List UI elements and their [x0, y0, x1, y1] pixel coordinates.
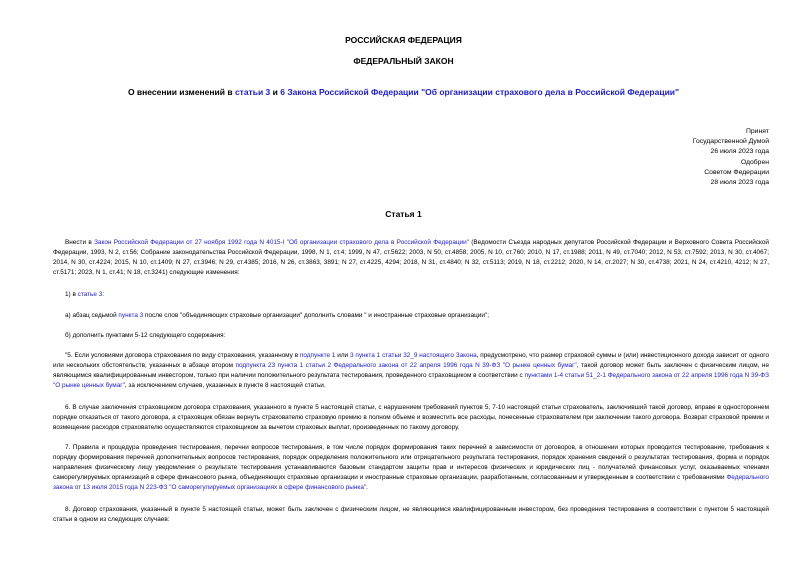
law-title	[0, 87, 807, 97]
acceptance-line: Принят	[745, 128, 769, 135]
federation-heading: РОССИЙСКАЯ ФЕДЕРАЦИЯ	[345, 35, 462, 45]
acceptance-line: 28 июля 2023 года	[710, 179, 769, 187]
paragraph-point-5: "5. Если условиями договора страхования по виду страхования, указанному в подпункте 1 или 3 пункта 1 статьи 32_9 настоящего Закона, предусмотрено, что размер страховой суммы и (или) инвестиционного дохода зависит от одного или нескольких обстоятельств, указанных в абзаце втором подпункта 23 пункта 1 статьи 2 Федерального закона от 22 апреля 1996 года N 39-ФЗ "О рынке ценных бумаг", такой договор может быть заключен с физическим лицом, не являющимся квалифицированным инвестором, только при наличии положительного результата тестирования, проведенного страховщиком в соответствии с пунктами 1-4 статьи 51_2-1 Федерального закона от 22 апреля 1996 года N 39-ФЗ "О рынке ценных бумаг", за исключением случаев, указанных в пункте 8 настоящей статьи.	[53, 352, 770, 389]
paragraph-item-b: б) дополнить пунктами 5-12 следующего содержания:	[65, 332, 226, 339]
acceptance-line: 26 июля 2023 года	[710, 148, 769, 156]
acceptance-line: Советом Федерации	[704, 168, 769, 176]
link-subclause-23[interactable]: подпункта 23 пункта 1 статьи 2 Федерального закона от 22 апреля 1996 года N 39-ФЗ "О рынке ценных бумаг"	[235, 361, 577, 369]
paragraph-item-1: 1) в статье 3:	[65, 291, 105, 298]
link-article-3[interactable]: статьи 3	[234, 87, 271, 97]
acceptance-line: Одобрен	[740, 158, 769, 166]
acceptance-line: Государственной Думой	[692, 138, 769, 146]
paragraph-point-8: 8. Договор страхования, указанный в пункте 5 настоящей статьи, может быть заключен с физическим лицом, не являющимся квалифицированным инвестором, без проведения тестирования в соответствии с пунктом 5 настоящей статьи в одном из следующих случаев:	[53, 506, 769, 523]
paragraph-item-a: а) абзац седьмой пункта 3 после слов "объединяющих страховые организации" дополнить словами " и иностранные страховые организации";	[65, 312, 489, 319]
link-insurance-law[interactable]: Закона Российской Федерации "Об организации страхового дела в Российской Федерации"	[287, 87, 680, 97]
article-title: Статья 1	[385, 209, 422, 219]
law-title-prefix: О внесении изменений в	[127, 87, 235, 97]
link-article-51-2-1[interactable]: пунктами 1-4 статьи 51_2-1 Федерального закона от 22 апреля 1996 года N 39-ФЗ "О рынке ценных бумаг"	[53, 371, 770, 389]
paragraph-point-6: 6. В случае заключения страховщиком договора страхования, указанного в пункте 5 настоящей статьи, с нарушением требований пунктов 5, 7-10 настоящей статьи страхователь, заключивший такой договор, вправе в одностороннем порядке отказаться от такого договора, а страховщик обязан вернуть страхователю страховую премию в полном объеме и возместить все расходы, понесенные страхователем при заключении такого договора. Возврат страховой премии и возмещение расходов страхователю осуществляются страховщиком за вычетом страховых выплат, произведенных по такому договору.	[53, 404, 769, 431]
link-article-32-9[interactable]: 3 пункта 1 статьи 32_9 настоящего Закона	[349, 352, 477, 359]
link-subclause-1[interactable]: подпункте 1	[299, 352, 336, 359]
paragraph-point-7: 7. Правила и процедура проведения тестирования, перечни вопросов тестирования, в том числе порядок формирования таких перечней в зависимости от договоров, в отношении которых проводится тестирование, требования к порядку формирования перечней дополнительных вопросов тестирования, порядок определения положительного или отрицательного результата тестирования, порядок хранения сведений о результатах тестирования, форма и порядок направления физическому лицу уведомления о результате тестирования устанавливаются базовым стандартом защиты прав и интересов физических и юридических лиц - получателей финансовых услуг, оказываемых членами саморегулируемых организаций в сфере финансового рынка, объединяющих страховые организации и иностранные страховые организации, разработанным, согласованным и утвержденным в соответствии с требованиями Федерального закона от 13 июля 2015 года N 223-ФЗ "О саморегулируемых организациях в сфере финансового рынка".	[53, 444, 769, 491]
paragraph-intro: Внести в Закон Российской Федерации от 27 ноября 1992 года N 4015-I "Об организации страхового дела в Российской Федерации" (Ведомости Съезда народных депутатов Российской Федерации и Верховного Совета Российской Федерации, 1993, N 2, ст.56; Собрание законодательства Российской Федерации, 1998, N 1, ст.4; 1999, N 47, ст.5622; 2003, N 50, ст.4858; 2005, N 10, ст.760; 2010, N 17, ст.1988; 2011, N 49, ст.7040; 2012, N 53, ст.7592; 2013, N 30, ст.4067; 2014, N 30, ст.4224; 2015, N 10, ст.1409; N 27, ст.3946; N 29, ст.4385; 2016, N 26, ст.3863, 3891; N 27, ст.4225, 4294; 2018, N 31, ст.4840; N 32, ст.5113; 2019, N 18, ст.2212; 2020, N 14, ст.2027; N 30, ст.4738; 2021, N 24, ст.4210, 4212; N 27, ст.5171; 2023, N 1, ст.41; N 18, ст.3241) следующие изменения:	[53, 239, 769, 276]
acceptance-block	[693, 127, 769, 188]
link-law-4015-1[interactable]: Закон Российской Федерации от 27 ноября 1992 года N 4015-I "Об организации страхового дела в Российской Федерации"	[94, 239, 469, 246]
law-title-and: и	[270, 87, 281, 97]
link-law-223-fz[interactable]: Федерального закона от 13 июля 2015 года N 223-ФЗ "О саморегулируемых организациях в сфере финансового рынка"	[53, 473, 769, 491]
link-clause-3[interactable]: пункта 3	[118, 312, 144, 319]
link-article-6[interactable]: 6	[280, 87, 285, 97]
link-article-3-body[interactable]: статье 3	[77, 291, 103, 298]
law-type-heading: ФЕДЕРАЛЬНЫЙ ЗАКОН	[353, 56, 454, 66]
